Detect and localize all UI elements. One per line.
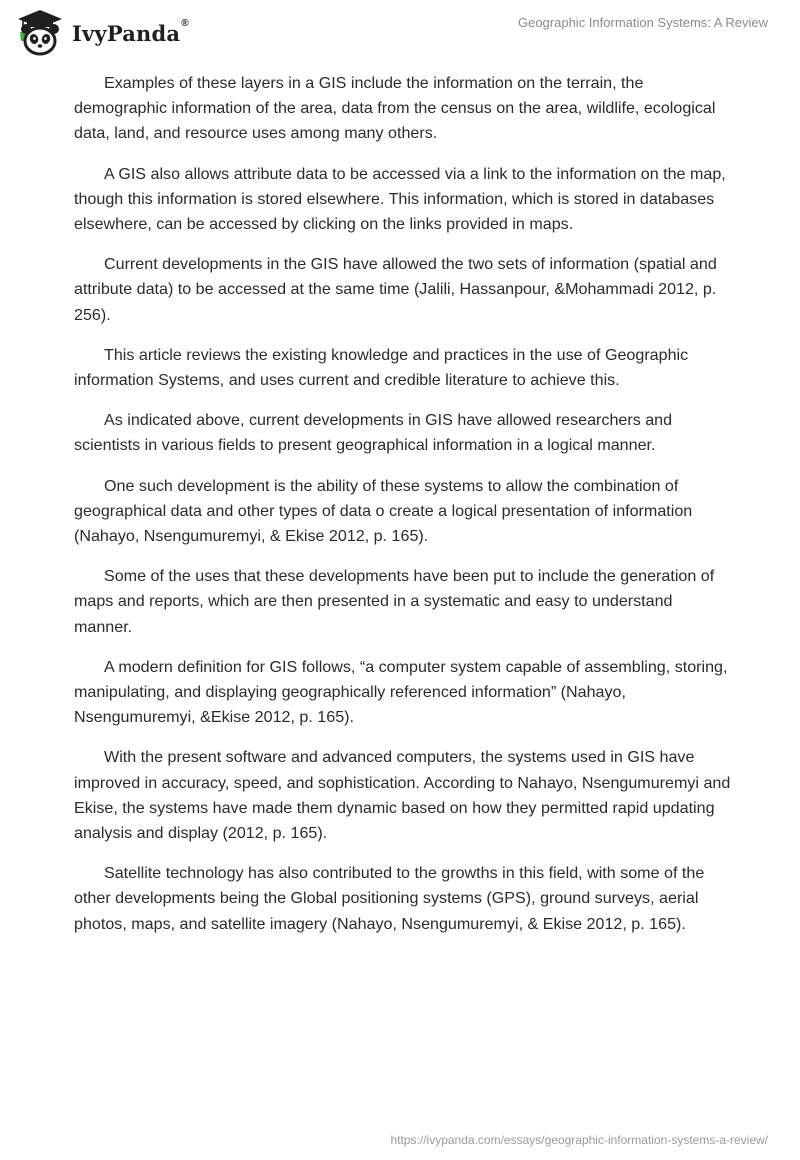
paragraph: A modern definition for GIS follows, “a computer system capable of assembling, storing, manipulating, and displaying geographically referenced information” (Nahayo, Nsengumuremyi, &Ekise 2012, p. 165). — [74, 657, 728, 727]
paragraph: Examples of these layers in a GIS include the information on the terrain, the demographic information of the area, data from the census on the area, wildlife, ecological data, land, and resource uses among many others. — [74, 74, 716, 143]
paragraph: As indicated above, current developments in GIS have allowed researchers and scientists in various fields to present geographical information in a logical manner. — [74, 411, 673, 455]
paragraph: Current developments in the GIS have allowed the two sets of information (spatial and attribute data) to be accessed at the same time (Jalili, Hassanpour, &Mohammadi 2012, p. 256). — [74, 255, 717, 324]
paragraph: This article reviews the existing knowledge and practices in the use of Geographic information Systems, and uses current and credible literature to achieve this. — [74, 345, 689, 390]
logo[interactable] — [14, 8, 189, 56]
paragraph: One such development is the ability of these systems to allow the combination of geographical data and other types of data o create a logical presentation of information (Nahayo, Nsengumuremyi, & Ekise 2012, p. 165). — [74, 476, 693, 546]
paragraph: Satellite technology has also contributed to the growths in this field, with some of the other developments being the Global positioning systems (GPS), ground surveys, aerial photos, maps, and satellite imagery (Nahayo, Nsengumuremyi, & Ekise 2012, p. 165). — [74, 864, 705, 933]
logo-text: IvyPanda® — [72, 17, 189, 46]
paragraph: A GIS also allows attribute data to be accessed via a link to the information on the map, though this information is stored elsewhere. This information, which is stored in databases elsewhere, can be accessed by clicking on the links provided in maps. — [74, 164, 726, 234]
essay-body — [74, 71, 734, 952]
document-title: Geographic Information Systems: A Review — [517, 15, 768, 30]
registered-mark: ® — [181, 17, 189, 29]
panda-graduate-icon — [14, 8, 66, 56]
page-header — [0, 0, 800, 64]
paragraph: With the present software and advanced computers, the systems used in GIS have improved in accuracy, speed, and sophistication. According to Nahayo, Nsengumuremyi and Ekise, the systems have made them dynamic based on how they permitted rapid updating analysis and display (2012, p. 165). — [74, 748, 731, 843]
source-url[interactable]: https://ivypanda.com/essays/geographic-information-systems-a-review/ — [390, 1133, 768, 1147]
paragraph: Some of the uses that these developments have been put to include the generation of maps and reports, which are then presented in a systematic and easy to understand manner. — [74, 567, 715, 636]
